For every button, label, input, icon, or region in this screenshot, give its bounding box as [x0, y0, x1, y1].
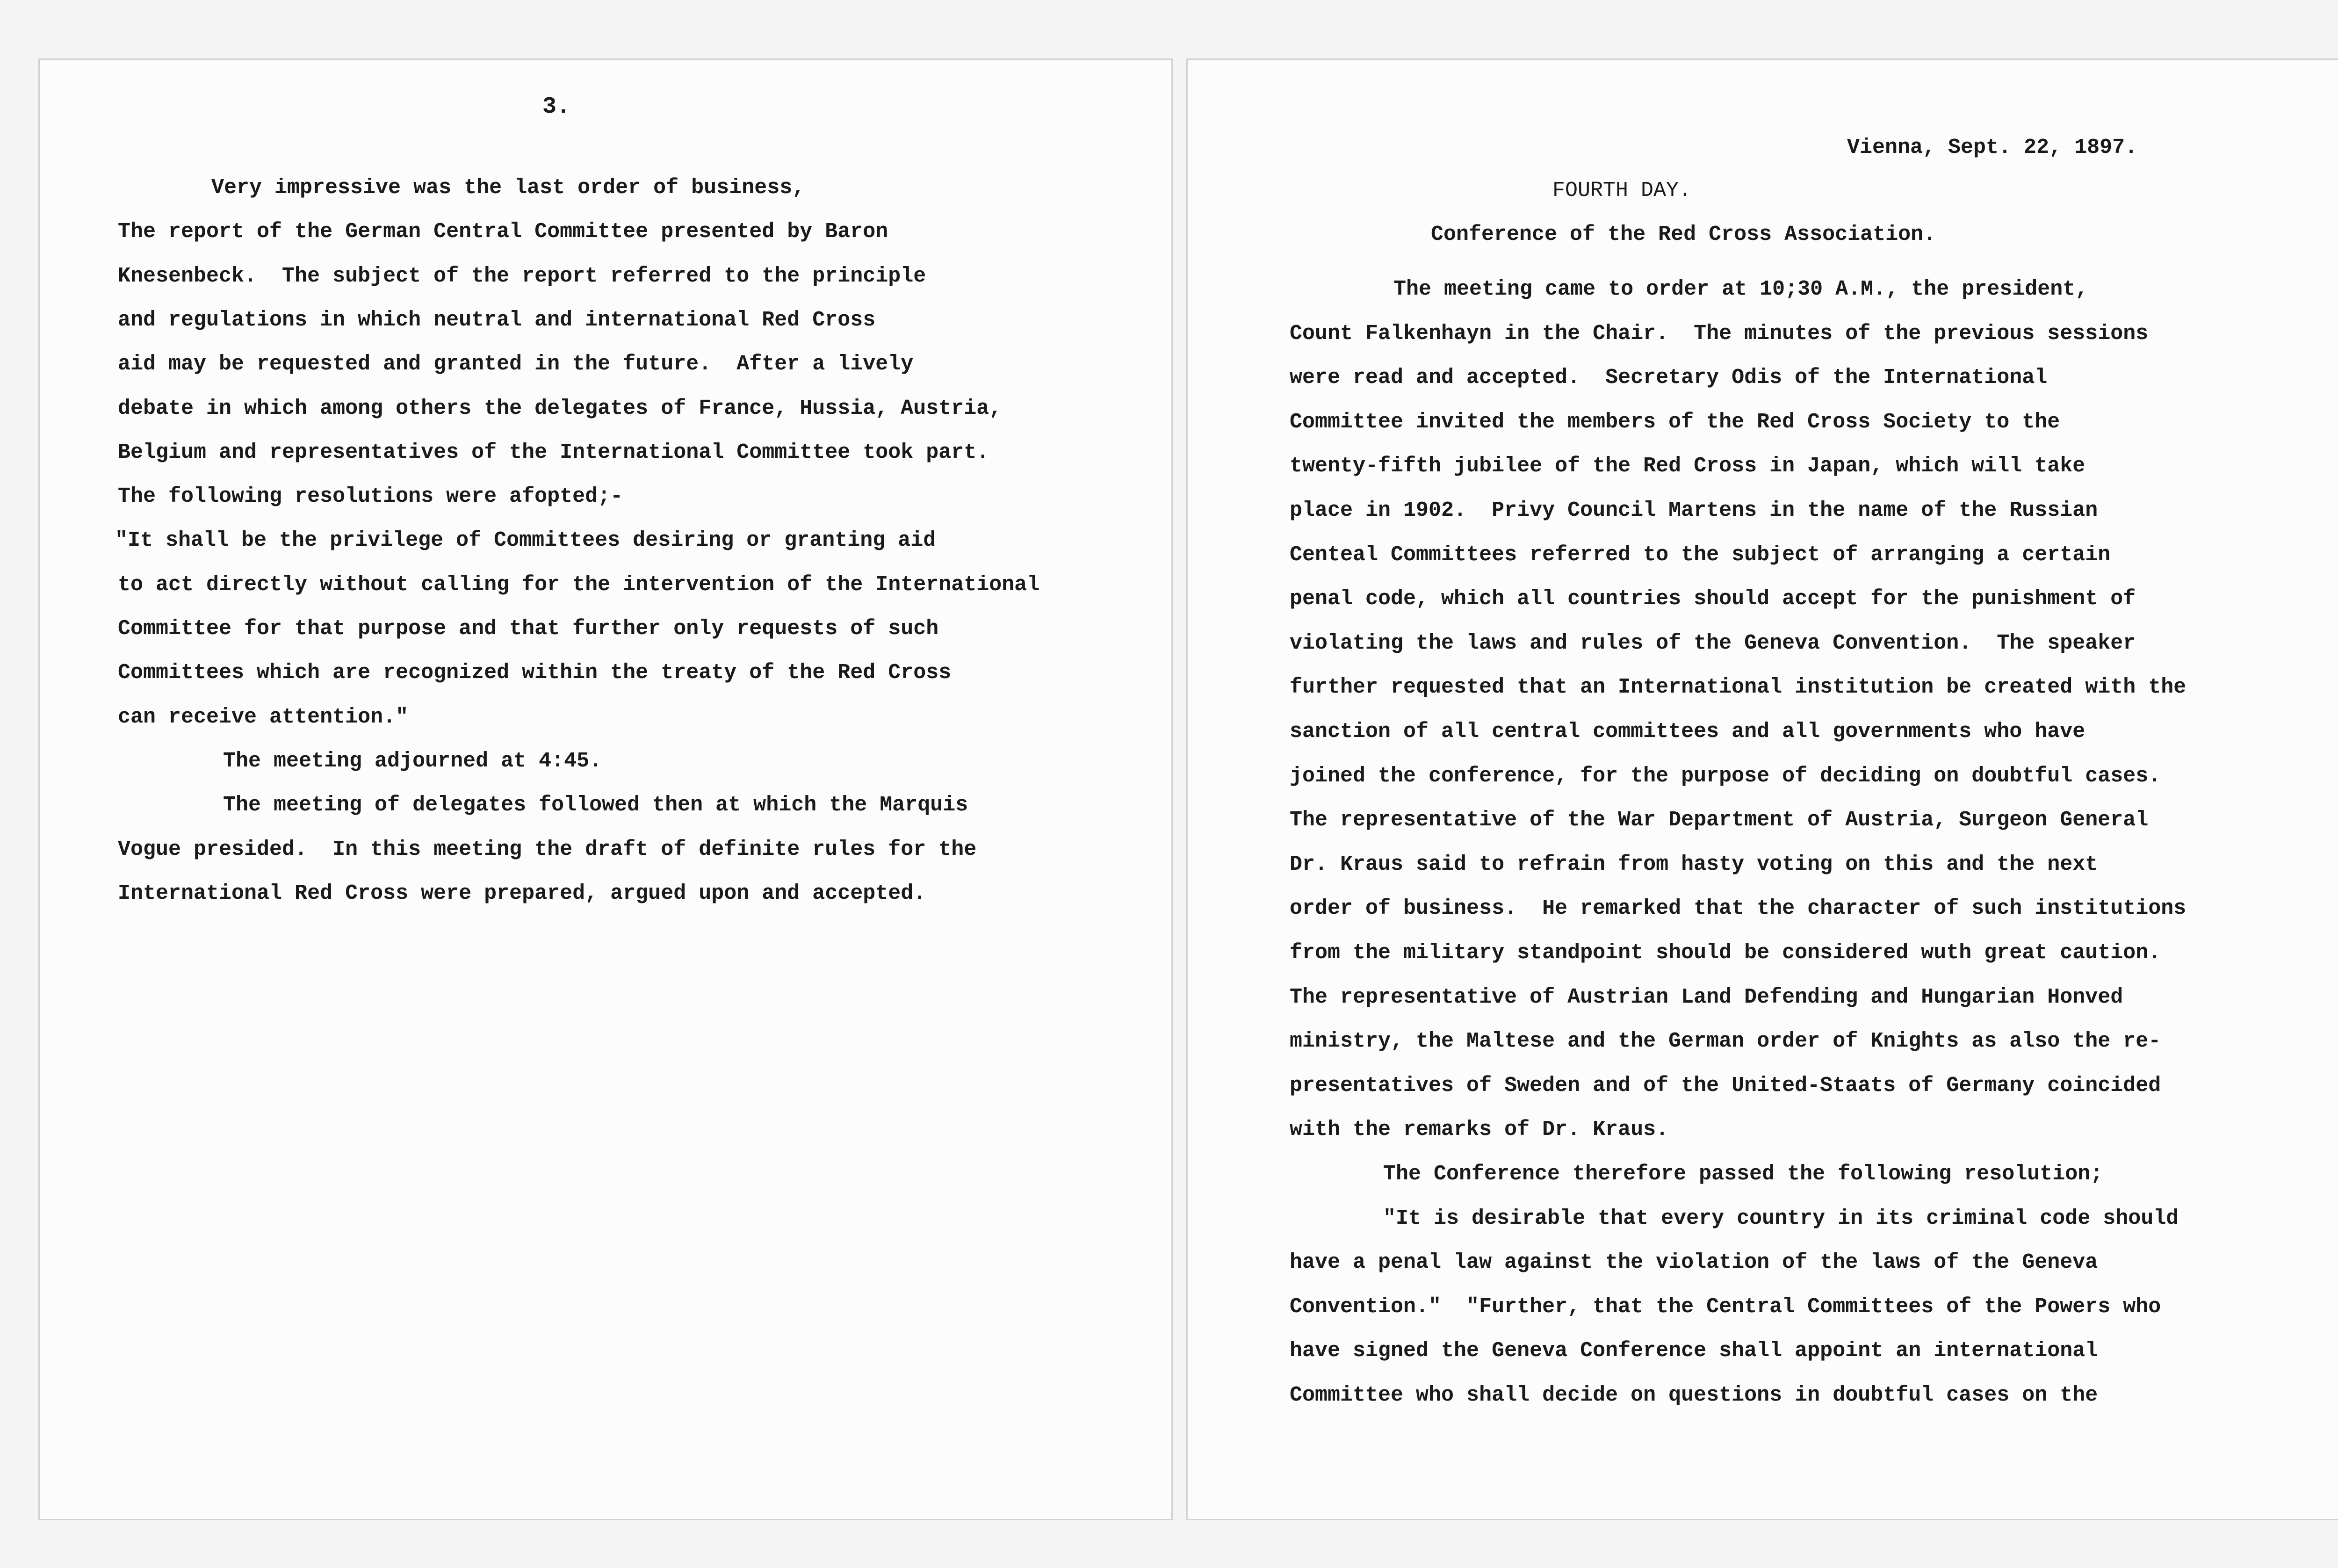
- text-line: from the military standpoint should be considered wuth great caution.: [1290, 941, 2161, 965]
- text-line: Committee invited the members of the Red Cross Society to the: [1290, 410, 2060, 434]
- text-line: Dr. Kraus said to refrain from hasty voting on this and the next: [1290, 852, 2098, 876]
- text-line: violating the laws and rules of the Geneva Convention. The speaker: [1290, 631, 2136, 655]
- text-line: penal code, which all countries should accept for the punishment of: [1290, 587, 2136, 611]
- text-line: Count Falkenhayn in the Chair. The minutes of the previous sessions: [1290, 321, 2149, 346]
- text-line: "It is desirable that every country in its criminal code should: [1383, 1206, 2179, 1230]
- text-line: to act directly without calling for the intervention of the International: [118, 572, 1040, 597]
- text-line: with the remarks of Dr. Kraus.: [1290, 1118, 1669, 1142]
- text-line: Convention." "Further, that the Central Committees of the Powers who: [1290, 1294, 2161, 1319]
- text-line: Knesenbeck. The subject of the report referred to the principle: [118, 264, 926, 288]
- text-line: Committees which are recognized within the treaty of the Red Cross: [118, 661, 952, 685]
- text-line: Committee who shall decide on questions in doubtful cases on the: [1290, 1383, 2098, 1407]
- text-line: Belgium and representatives of the International Committee took part.: [118, 440, 989, 464]
- text-line: Very impressive was the last order of business,: [211, 176, 805, 200]
- text-line: The representative of the War Department of Austria, Surgeon General: [1290, 808, 2149, 832]
- text-line: were read and accepted. Secretary Odis of the International: [1290, 366, 2048, 390]
- day-title: FOURTH DAY.: [1552, 179, 1692, 202]
- text-line: debate in which among others the delegates of France, Hussia, Austria,: [118, 396, 1002, 420]
- text-line: order of business. He remarked that the character of such institutions: [1290, 896, 2186, 921]
- text-line: presentatives of Sweden and of the United-Staats of Germany coincided: [1290, 1073, 2161, 1098]
- text-line: The following resolutions were afopted;-: [118, 484, 623, 509]
- text-line: Committee for that purpose and that further only requests of such: [118, 617, 939, 641]
- text-line: The representative of Austrian Land Defending and Hungarian Honved: [1290, 985, 2123, 1009]
- text-line: further requested that an International institution be created with the: [1290, 675, 2186, 700]
- text-line: ministry, the Maltese and the German order of Knights as also the re-: [1290, 1029, 2161, 1054]
- text-line: joined the conference, for the purpose of deciding on doubtful cases.: [1290, 764, 2161, 788]
- text-line: have a penal law against the violation of the laws of the Geneva: [1290, 1250, 2098, 1275]
- text-line: Centeal Committees referred to the subject of arranging a certain: [1290, 542, 2111, 567]
- text-line: twenty-fifth jubilee of the Red Cross in Japan, which will take: [1290, 454, 2085, 478]
- text-line: "It shall be the privilege of Committees desiring or granting aid: [115, 528, 936, 553]
- text-line: The meeting came to order at 10;30 A.M., the president,: [1393, 277, 2088, 301]
- text-line: The Conference therefore passed the following resolution;: [1383, 1162, 2103, 1186]
- conference-title: Conference of the Red Cross Association.: [1431, 223, 1936, 246]
- text-line: The meeting adjourned at 4:45.: [223, 749, 602, 773]
- text-line: aid may be requested and granted in the future. After a lively: [118, 352, 914, 376]
- text-line: sanction of all central committees and all governments who have: [1290, 720, 2085, 744]
- text-line: Vogue presided. In this meeting the draft of definite rules for the: [118, 837, 977, 861]
- text-line: The meeting of delegates followed then at which the Marquis: [223, 793, 968, 817]
- text-line: The report of the German Central Committee presented by Baron: [118, 220, 888, 244]
- dateline: Vienna, Sept. 22, 1897.: [1847, 136, 2138, 159]
- text-line: International Red Cross were prepared, argued upon and accepted.: [118, 881, 926, 905]
- page-number: 3.: [542, 94, 571, 120]
- text-line: and regulations in which neutral and international Red Cross: [118, 308, 876, 332]
- text-line: place in 1902. Privy Council Martens in the name of the Russian: [1290, 499, 2098, 522]
- text-line: have signed the Geneva Conference shall appoint an international: [1290, 1339, 2098, 1363]
- text-line: can receive attention.": [118, 705, 409, 729]
